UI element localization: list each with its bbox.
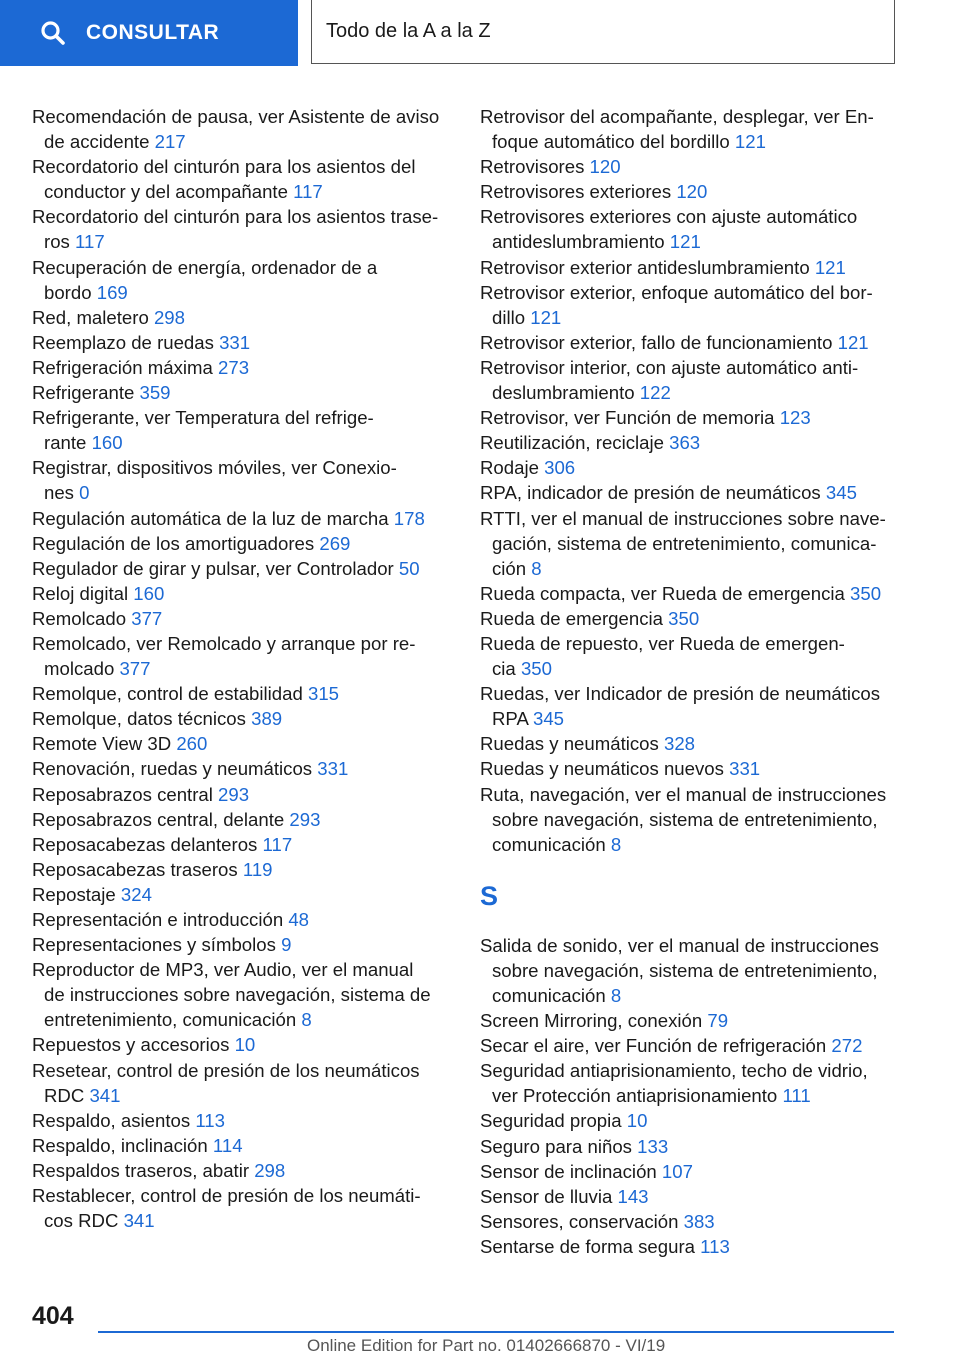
entry-text: sobre navegación, sistema de entretenimiento, [492, 808, 878, 830]
entry-text: Remolque, datos técnicos [32, 708, 246, 730]
index-entry [32, 1032, 457, 1057]
entry-text: Reemplazo de ruedas [32, 331, 214, 353]
page-link[interactable]: 272 [831, 1035, 863, 1057]
page-link[interactable]: 8 [610, 833, 622, 855]
index-entry [480, 330, 900, 355]
page-link[interactable]: 350 [850, 582, 882, 604]
page-link[interactable]: 121 [814, 256, 846, 278]
entry-text: Respaldo, asientos [32, 1109, 191, 1131]
page-link[interactable]: 160 [91, 432, 123, 454]
index-group-s [480, 933, 900, 1259]
index-entry [480, 606, 900, 631]
entry-text: de accidente [44, 131, 150, 153]
index-entry [480, 280, 900, 330]
entry-text: sobre navegación, sistema de entretenimiento, [492, 959, 878, 981]
page-link[interactable]: 331 [729, 758, 761, 780]
index-entry [480, 1184, 900, 1209]
page-link[interactable]: 120 [589, 156, 621, 178]
page-link[interactable]: 328 [663, 733, 696, 755]
entry-text: Regulador de girar y pulsar, ver Controlador [32, 557, 394, 579]
entry-text: Seguridad propia [480, 1110, 622, 1132]
page-link[interactable]: 178 [393, 507, 425, 529]
entry-text: Ruedas, ver Indicador de presión de neumáticos [480, 683, 881, 705]
entry-text: Refrigerante [32, 382, 135, 404]
entry-text: RDC [44, 1084, 85, 1106]
entry-text: Reposabrazos central [32, 783, 213, 805]
index-entry [480, 355, 900, 405]
index-entry [32, 832, 457, 857]
entry-text: Respaldos traseros, abatir [32, 1159, 250, 1181]
page-link[interactable]: 293 [289, 808, 321, 830]
entry-text: Remolque, control de estabilidad [32, 683, 303, 705]
entry-text: Retrovisor exterior, enfoque automático del bor- [480, 281, 873, 303]
entry-text: Sensor de lluvia [480, 1185, 613, 1207]
page-link[interactable]: 331 [219, 331, 251, 353]
entry-text: foque automático del bordillo [492, 131, 730, 153]
index-entry [480, 480, 900, 505]
index-entry [480, 204, 900, 254]
page-link[interactable]: 117 [293, 181, 323, 203]
page-link[interactable]: 8 [531, 557, 542, 579]
entry-text: RPA, indicador de presión de neumáticos [480, 482, 821, 504]
index-entry [32, 380, 457, 405]
page-link[interactable]: 350 [520, 658, 552, 680]
index-entry [480, 455, 900, 480]
index-entry [480, 681, 900, 731]
page-link[interactable]: 350 [668, 607, 700, 629]
entry-text: comunicación [492, 833, 606, 855]
page-link[interactable]: 120 [676, 181, 708, 203]
page-link[interactable]: 143 [617, 1185, 649, 1207]
entry-text: Retrovisor, ver Función de memoria [480, 407, 775, 429]
index-entry [480, 933, 900, 1008]
entry-text: Rodaje [480, 457, 539, 479]
entry-text: Recomendación de pausa, ver Asistente de aviso [32, 106, 440, 127]
entry-text: Salida de sonido, ver el manual de instrucciones [480, 934, 879, 956]
header [0, 0, 960, 66]
entry-text: Resetear, control de presión de los neumáticos [32, 1059, 420, 1081]
page-link[interactable]: 377 [119, 658, 151, 680]
entry-text: Reproductor de MP3, ver Audio, ver el manual [32, 959, 414, 981]
entry-text: Recuperación de energía, ordenador de a [32, 256, 378, 278]
index-entry [32, 506, 457, 531]
entry-text: Repostaje [32, 883, 116, 905]
index-entry [32, 305, 457, 330]
page-link[interactable]: 269 [319, 532, 351, 554]
entry-text: RPA [492, 708, 528, 730]
index-entry [32, 531, 457, 556]
entry-text: Retrovisores exteriores con ajuste automático [480, 206, 858, 228]
entry-text: Retrovisor exterior antideslumbramiento [480, 256, 810, 278]
index-entry [32, 455, 457, 505]
entry-text: entretenimiento, comunicación [44, 1009, 297, 1031]
page-link[interactable]: 8 [610, 985, 622, 1006]
entry-text: cia [492, 658, 516, 680]
entry-text: ros [44, 231, 70, 253]
page-link[interactable]: 9 [281, 934, 292, 956]
entry-text: Remote View 3D [32, 733, 172, 755]
index-entry [480, 1134, 900, 1159]
entry-text: Renovación, ruedas y neumáticos [32, 758, 313, 780]
footer-edition-text: Online Edition for Part no. 01402666870 - VI/19 [307, 1336, 666, 1355]
entry-text: antideslumbramiento [492, 231, 665, 253]
entry-text: conductor y del acompañante [44, 181, 288, 203]
entry-text: Seguridad antiaprisionamiento, techo de vidrio, [480, 1060, 868, 1082]
entry-text: Refrigeración máxima [32, 356, 213, 378]
entry-text: Remolcado, ver Remolcado y arranque por re- [32, 632, 416, 654]
entry-text: Representación e introducción [32, 909, 284, 930]
entry-text: Registrar, dispositivos móviles, ver Conexio- [32, 457, 397, 479]
page-link[interactable]: 315 [307, 683, 340, 705]
page-link[interactable]: 123 [779, 407, 811, 429]
entry-text: Reposabrazos central, delante [32, 808, 285, 830]
entry-text: Ruta, navegación, ver el manual de instrucciones [480, 783, 887, 805]
page-link[interactable]: 48 [288, 909, 310, 930]
page-link[interactable]: 10 [626, 1110, 648, 1132]
index-entry [32, 581, 457, 606]
section-letter: S [480, 880, 499, 911]
entry-text: Secar el aire, ver Función de refrigeración [480, 1035, 827, 1057]
index-entry [32, 882, 457, 907]
entry-text: Retrovisores exteriores [480, 181, 672, 203]
footer-divider [98, 1331, 894, 1333]
consultar-button[interactable] [0, 0, 298, 66]
index-entry [32, 807, 457, 832]
page-link[interactable]: 377 [131, 607, 163, 629]
page-link[interactable]: 331 [317, 758, 349, 780]
entry-text: Repuestos y accesorios [32, 1034, 230, 1056]
page-link[interactable]: 345 [825, 482, 857, 504]
index-entry [32, 756, 457, 781]
page-number: 404 [32, 1302, 74, 1330]
entry-text: cos RDC [44, 1210, 119, 1232]
index-entry [32, 104, 457, 154]
index-entry [480, 1058, 900, 1108]
page-link[interactable]: 113 [195, 1109, 225, 1131]
page-link[interactable]: 341 [89, 1084, 121, 1106]
index-entry [480, 756, 900, 781]
entry-text: deslumbramiento [492, 382, 635, 404]
index-entry [32, 1058, 457, 1108]
index-entry [32, 782, 457, 807]
entry-text: Sensor de inclinación [480, 1160, 657, 1182]
index-entry [32, 606, 457, 631]
entry-text: Reposacabezas traseros [32, 858, 238, 880]
index-group-r [480, 104, 900, 857]
page-link[interactable]: 79 [707, 1010, 729, 1032]
entry-text: comunicación [492, 985, 606, 1006]
index-entry [32, 405, 457, 455]
page-link[interactable]: 10 [234, 1034, 256, 1056]
index-entry [32, 857, 457, 882]
index-entry [32, 731, 457, 756]
index-entry [480, 179, 900, 204]
page-link[interactable]: 383 [683, 1210, 715, 1232]
page-link[interactable]: 111 [782, 1085, 811, 1107]
index-column-right [480, 104, 900, 1259]
page-link[interactable]: 121 [734, 131, 766, 153]
index-column-left [32, 104, 457, 1233]
page-link[interactable]: 119 [242, 858, 273, 880]
index-entry [480, 631, 900, 681]
page-link[interactable]: 363 [669, 432, 701, 454]
page-link[interactable]: 341 [123, 1210, 155, 1232]
index-entry [32, 556, 457, 581]
entry-text: Remolcado [32, 607, 127, 629]
entry-text: Reposacabezas delanteros [32, 833, 258, 855]
entry-text: Regulación de los amortiguadores [32, 532, 315, 554]
entry-text: Refrigerante, ver Temperatura del refrige- [32, 407, 374, 429]
entry-text: Respaldo, inclinación [32, 1134, 208, 1156]
page-link[interactable]: 113 [700, 1235, 730, 1257]
page-link[interactable]: 160 [133, 582, 165, 604]
entry-text: Recordatorio del cinturón para los asientos del [32, 156, 416, 178]
index-entry [480, 104, 900, 154]
entry-text: molcado [44, 658, 115, 680]
page-link[interactable]: 217 [154, 131, 186, 153]
index-entry [480, 1008, 900, 1033]
index-entry [32, 204, 457, 254]
entry-text: Reloj digital [32, 582, 129, 604]
entry-text: Regulación automática de la luz de marcha [32, 507, 389, 529]
index-entry [480, 1159, 900, 1184]
index-entry [480, 1108, 900, 1133]
page-link[interactable]: 117 [75, 231, 105, 253]
entry-text: bordo [44, 281, 92, 303]
index-entry [480, 506, 900, 581]
page-link[interactable]: 345 [533, 708, 565, 730]
page-link[interactable]: 50 [398, 557, 420, 579]
page-link[interactable]: 389 [251, 708, 283, 730]
index-entry [480, 1033, 900, 1058]
entry-text: Ruedas y neumáticos [480, 733, 659, 755]
index-entry [480, 154, 900, 179]
index-entry [480, 1209, 900, 1234]
index-entry [480, 1234, 900, 1259]
entry-text: Retrovisor del acompañante, desplegar, ver En- [480, 106, 874, 127]
page-link[interactable]: 298 [153, 306, 185, 328]
entry-text: Retrovisores [480, 156, 585, 178]
consultar-label: CONSULTAR [86, 21, 220, 44]
index-entry [32, 932, 457, 957]
entry-text: Retrovisor exterior, fallo de funcionamiento [480, 331, 833, 353]
page-link[interactable]: 121 [530, 306, 562, 328]
index-entry [480, 731, 900, 756]
entry-text: Seguro para niños [480, 1135, 632, 1157]
page-link[interactable]: 0 [79, 482, 90, 504]
page-link[interactable]: 8 [301, 1009, 312, 1031]
page-link[interactable]: 324 [120, 883, 152, 905]
page-link[interactable]: 107 [661, 1160, 693, 1182]
entry-text: Rueda de emergencia [480, 607, 663, 629]
index-entry [480, 405, 900, 430]
page-link[interactable]: 293 [218, 783, 250, 805]
entry-text: rante [44, 432, 87, 454]
entry-text: de instrucciones sobre navegación, sistema de [44, 984, 431, 1006]
index-entry [32, 631, 457, 681]
entry-text: gación, sistema de entretenimiento, comunica- [492, 532, 877, 554]
index-entry [32, 1158, 457, 1183]
page-link[interactable]: 117 [262, 833, 293, 855]
section-tab[interactable] [311, 0, 895, 64]
entry-text: dillo [492, 306, 526, 328]
entry-text: Ruedas y neumáticos nuevos [480, 758, 724, 780]
page-link[interactable]: 121 [669, 231, 701, 253]
index-entry [32, 1183, 457, 1233]
index-entry [32, 1108, 457, 1133]
index-entry [32, 907, 457, 932]
index-entry [32, 330, 457, 355]
entry-text: Reutilización, reciclaje [480, 432, 664, 454]
page-link[interactable]: 273 [218, 356, 250, 378]
entry-text: ción [492, 557, 527, 579]
index-entry [480, 430, 900, 455]
entry-text: ver Protección antiaprisionamiento [492, 1085, 778, 1107]
entry-text: Red, maletero [32, 306, 149, 328]
page-link[interactable]: 260 [176, 733, 208, 755]
page-link[interactable]: 359 [139, 382, 171, 404]
section-title: Todo de la A a la Z [326, 20, 491, 42]
entry-text: Rueda de repuesto, ver Rueda de emergen- [480, 632, 845, 654]
entry-text: Rueda compacta, ver Rueda de emergencia [480, 582, 845, 604]
entry-text: Sentarse de forma segura [480, 1235, 695, 1257]
page-link[interactable]: 133 [637, 1135, 669, 1157]
entry-text: RTTI, ver el manual de instrucciones sobre nave- [480, 507, 886, 529]
index-entry [32, 355, 457, 380]
index-entry [480, 782, 900, 857]
index-entry [32, 255, 457, 305]
page-link[interactable]: 298 [254, 1159, 286, 1181]
search-icon [40, 20, 66, 46]
entry-text: Restablecer, control de presión de los neumáti- [32, 1185, 421, 1207]
entry-text: Sensores, conservación [480, 1210, 679, 1232]
entry-text: Representaciones y símbolos [32, 934, 276, 956]
entry-text: Screen Mirroring, conexión [480, 1010, 703, 1032]
index-entry [480, 581, 900, 606]
entry-text: Recordatorio del cinturón para los asientos trase- [32, 206, 439, 228]
index-entry [32, 957, 457, 1032]
page-link[interactable]: 121 [837, 331, 869, 353]
entry-text: Retrovisor interior, con ajuste automático anti- [480, 356, 859, 378]
entry-text: nes [44, 482, 74, 504]
page-link[interactable]: 169 [96, 281, 128, 303]
index-entry [32, 154, 457, 204]
index-entry [480, 255, 900, 280]
index-entry [32, 1133, 457, 1158]
page-link[interactable]: 122 [639, 382, 671, 404]
index-entry [32, 681, 457, 706]
page-link[interactable]: 114 [212, 1134, 243, 1156]
page-link[interactable]: 306 [544, 457, 576, 479]
index-entry [32, 706, 457, 731]
